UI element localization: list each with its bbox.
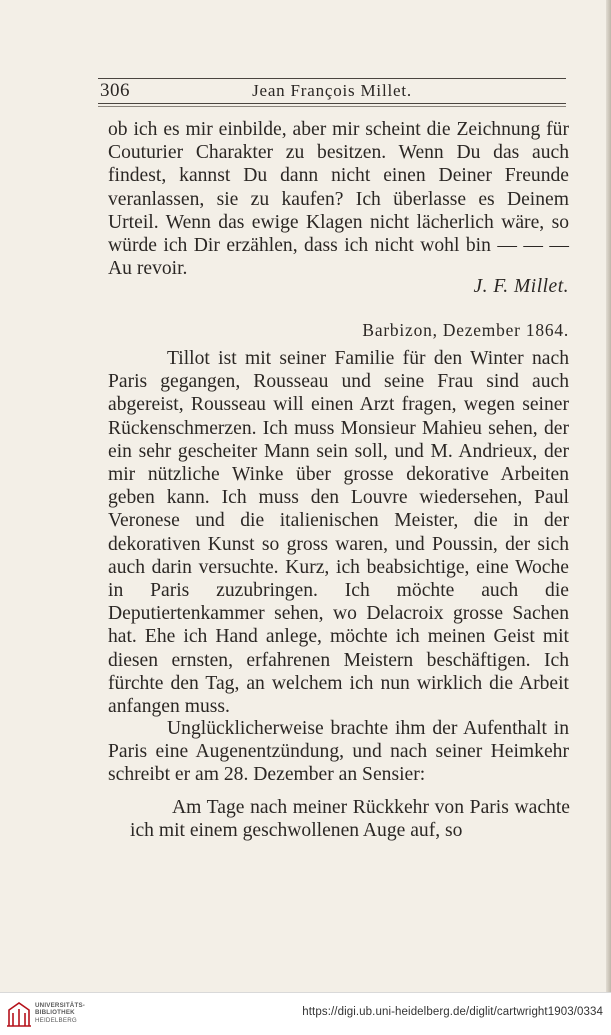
letter-dateline: Barbizon, Dezember 1864. (362, 320, 569, 340)
paragraph-continued (108, 118, 569, 280)
header-rule-bottom (98, 103, 566, 104)
library-line-2: BIBLIOTHEK (35, 1009, 75, 1017)
paragraph-4-text: Am Tage nach meiner Rückkehr von Paris wachte ich mit einem geschwollenen Auge auf, so (130, 797, 570, 842)
narrative-paragraph (108, 717, 569, 787)
header-rule-top (98, 78, 566, 79)
page-header (98, 76, 566, 106)
paragraph-3-text: Unglücklicherweise brachte ihm der Aufenthalt in Paris eine Augenentzündung, und nach seiner Heimkehr schreibt er am 28. Dezember an Sensier: (108, 718, 569, 786)
letter-paragraph (108, 347, 569, 718)
viewer-footer (0, 992, 611, 1035)
library-name[interactable] (35, 1002, 85, 1024)
letter-paragraph-quoted (130, 796, 570, 842)
running-title: Jean François Millet. (252, 81, 412, 100)
permalink-url[interactable]: https://digi.ub.uni-heidelberg.de/diglit/cartwright1903/0334 (302, 1006, 603, 1018)
library-line-3: HEIDELBERG (35, 1016, 77, 1024)
university-library-logo-icon[interactable] (6, 1000, 32, 1028)
library-line-1: UNIVERSITÄTS- (35, 1002, 86, 1009)
page-number: 306 (100, 80, 130, 101)
signature: J. F. Millet. (473, 276, 569, 297)
page-edge (606, 0, 611, 992)
paragraph-2-text: Tillot ist mit seiner Familie für den Winter nach Paris gegangen, Rousseau und seine Frau sind auch abgereist, Rousseau will einen Arzt fragen, wegen seiner Rückenschmerzen. Ich muss Monsieur Mahieu sehen, der ein sehr gescheiter Mann sein soll, und M. Andrieux, der mir nützliche Winke über grosse dekorative Arbeiten geben kann. Ich muss den Louvre wiedersehen, Paul Veronese und die italienischen Meister, die in der dekorativen Kunst so gross waren, und Poussin, der sich auch darin versuchte. Kurz, ich beabsichtige, eine Woche in Paris zuzubringen. Ich möchte auch die Deputiertenkammer sehen, wo Delacroix grosse Sachen hat. Ehe ich Hand anlege, möchte ich meinen Geist mit diesen ernsten, erfahrenen Meistern beschäftigen. Ich fürchte den Tag, an welchem ich nun wirklich die Arbeit anfangen muss. (108, 348, 569, 718)
header-rule-bottom-thin (98, 106, 566, 107)
paragraph-1-text: ob ich es mir einbilde, aber mir scheint die Zeichnung für Couturier Charakter zu besitzen. Wenn Du das auch findest, kannst Du dann nicht einen Deiner Freunde veranlassen, sie zu kaufen? Ich überlasse es Deinem Urteil. Wenn das ewige Klagen nicht lächerlich wäre, so würde ich Dir erzählen, dass ich nicht wohl bin — — — Au revoir. (108, 119, 569, 280)
